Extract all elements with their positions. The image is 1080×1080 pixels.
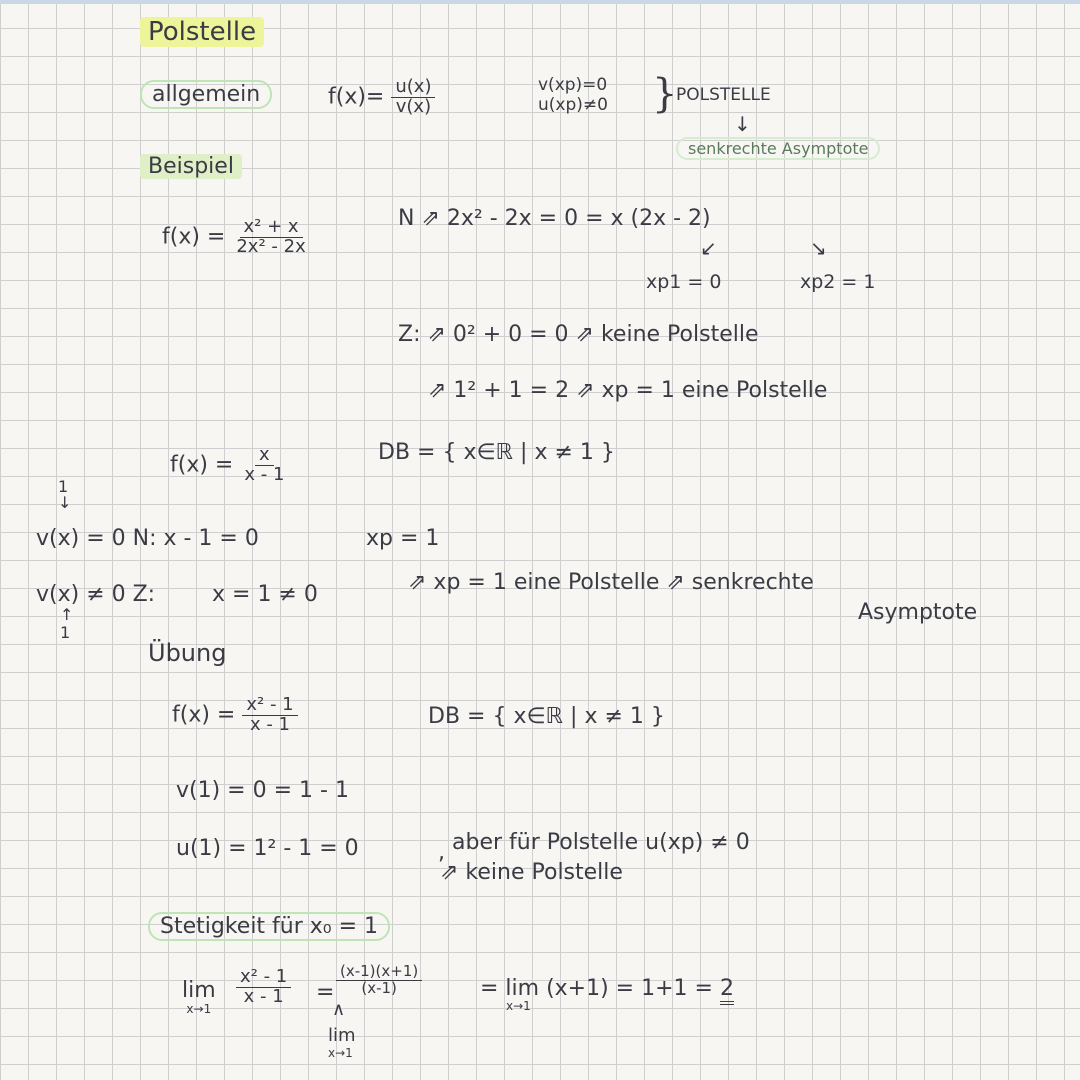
zaehler-line-1: Z: ⇗ 0² + 0 = 0 ⇗ keine Polstelle <box>398 322 759 347</box>
nenner-line: N ⇗ 2x² - 2x = 0 = x (2x - 2) <box>398 206 711 231</box>
beispiel-label: Beispiel <box>140 154 242 179</box>
arrow-down-right-icon: ↘ <box>810 236 827 260</box>
margin-arrow-up-icon: ↑ <box>60 605 74 624</box>
conclusion-line: ⇗ xp = 1 eine Polstelle ⇗ senkrechte <box>408 570 814 595</box>
aber-line: aber für Polstelle u(xp) ≠ 0 <box>452 830 750 855</box>
allgemein-fraction: $\frac{u(x)}{v(x)}$ <box>391 78 435 117</box>
brace-icon: } <box>652 71 678 117</box>
comma: , <box>438 840 445 865</box>
lim-2: lim x→1 <box>328 1025 356 1060</box>
xp1-value: xp1 = 0 <box>646 271 722 293</box>
vx-zero-line: v(x) = 0 N: x - 1 = 0 <box>36 526 259 551</box>
arrow-down-left-icon: ↙ <box>700 236 717 260</box>
allgemein-label: allgemein <box>140 82 272 107</box>
lim-1: lim x→1 <box>182 978 216 1017</box>
uebung-formula: f(x) = $\frac{\text{x² - 1}}{x - 1}$ <box>172 696 298 735</box>
allgemein-formula: f(x)= $\frac{u(x)}{v(x)}$ <box>328 78 435 117</box>
lim-result-sub: x→1 <box>506 999 531 1013</box>
zaehler-line-2: ⇗ 1² + 1 = 2 ⇗ xp = 1 eine Polstelle <box>428 378 828 403</box>
vx-nonzero-label: v(x) ≠ 0 Z: <box>36 582 156 607</box>
conclusion-asymptote: Asymptote <box>858 600 978 625</box>
page-title: Polstelle <box>140 18 264 48</box>
factored-fraction: $\frac{(x-1)(x+1)}{(x-1)}$ <box>336 964 422 997</box>
beispiel-db: DB = { x∈ℝ | x ≠ 1 } <box>378 440 615 465</box>
lim-result-line: = lim (x+1) = 1+1 = 2 <box>480 976 734 1001</box>
margin-arrow-down-icon: ↓ <box>58 493 72 512</box>
uebung-db: DB = { x∈ℝ | x ≠ 1 } <box>428 704 665 729</box>
xp-value: xp = 1 <box>366 526 440 551</box>
beispiel-fraction: $\frac{\text{x² + x}}{\text{2x² - 2x}}$ <box>236 216 306 257</box>
lim-fraction: $\frac{\text{x² - 1}}{x - 1}$ <box>236 968 291 1007</box>
uebung-label: Übung <box>148 639 227 667</box>
top-border <box>0 0 1080 4</box>
xp2-value: xp2 = 1 <box>800 271 876 293</box>
beispiel2-fraction: $\frac{x}{x - 1}$ <box>244 444 285 485</box>
polstelle-label: POLSTELLE <box>676 85 771 105</box>
final-result: 2 <box>720 976 734 1005</box>
allgemein-conditions: v(xp)=0 u(xp)≠0 <box>538 75 608 115</box>
stetigkeit-label: Stetigkeit für x₀ = 1 <box>148 914 390 939</box>
v-of-one-line: v(1) = 0 = 1 - 1 <box>176 778 349 803</box>
wedge-mark: ∧ <box>332 999 346 1020</box>
asymptote-note: senkrechte Asymptote <box>676 140 880 158</box>
beispiel-formula: f(x) = $\frac{\text{x² + x}}{\text{2x² - 2x}}$ <box>162 218 310 257</box>
lim-equals: = <box>316 980 335 1005</box>
x-eq-one-line: x = 1 ≠ 0 <box>212 582 318 607</box>
margin-one-bottom: 1 <box>60 623 71 642</box>
uebung-fraction: $\frac{\text{x² - 1}}{x - 1}$ <box>242 696 297 735</box>
u-of-one-line: u(1) = 1² - 1 = 0 <box>176 836 359 861</box>
arrow-down-icon: ↓ <box>734 112 751 136</box>
margin-one-top: 1 <box>58 477 69 496</box>
beispiel2-formula: f(x) = $\frac{x}{x - 1}$ <box>170 446 288 485</box>
keine-polstelle-line: ⇗ keine Polstelle <box>440 860 623 885</box>
